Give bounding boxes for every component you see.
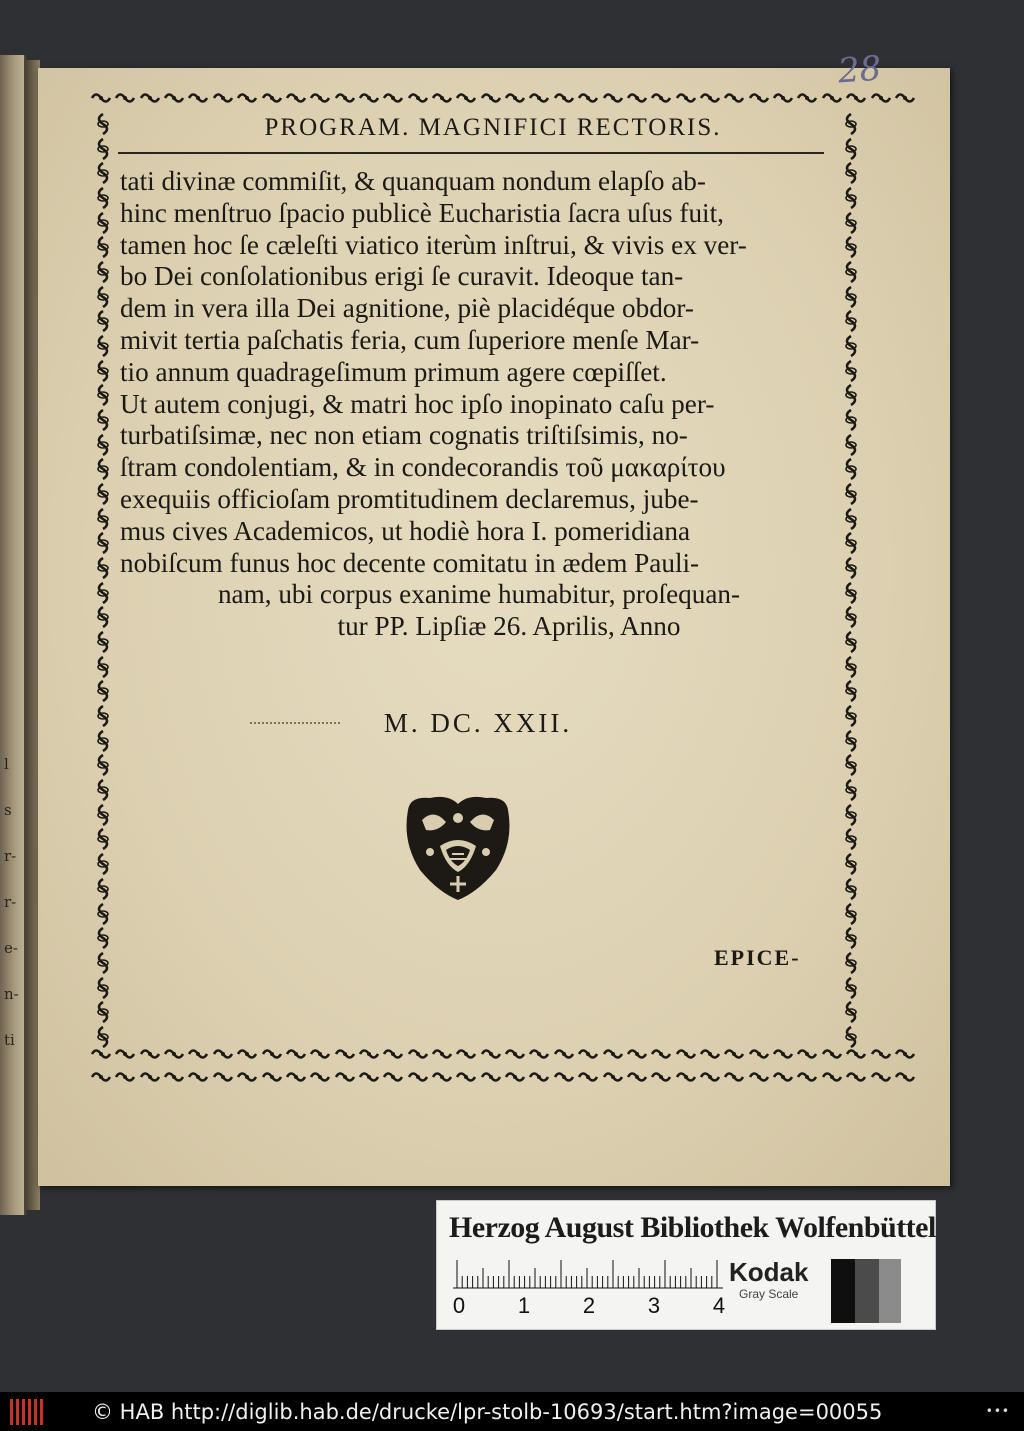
border-ornament [821, 90, 843, 106]
ornamental-border-left [90, 113, 116, 1048]
kodak-logo: Kodak [729, 1257, 809, 1287]
border-ornament [845, 1069, 867, 1085]
border-ornament [114, 1069, 136, 1085]
border-ornament [93, 384, 113, 406]
book-page [38, 68, 950, 1186]
body-line: dem in vera illa Dei agnitione, piè placidéque obdor- [120, 293, 694, 324]
border-ornament [93, 113, 113, 135]
border-ornament [212, 90, 234, 106]
swatch-mid-gray [879, 1259, 901, 1323]
body-line: exequiis officioſam promtitudinem declaremus, jube- [120, 483, 699, 514]
border-ornament [163, 1046, 185, 1062]
border-ornament [504, 90, 526, 106]
border-ornament [93, 680, 113, 702]
border-ornament [93, 286, 113, 308]
border-ornament [841, 1001, 861, 1023]
border-ornament [358, 1046, 380, 1062]
institution-name: Herzog August Bibliothek Wolfenbüttel [449, 1211, 936, 1244]
border-ornament [93, 532, 113, 554]
border-ornament [480, 90, 502, 106]
border-ornament [382, 1069, 404, 1085]
border-ornament [841, 952, 861, 974]
border-ornament [748, 1069, 770, 1085]
border-ornament [504, 1046, 526, 1062]
border-ornament [528, 1046, 550, 1062]
body-line: hinc menſtruo ſpacio publicè Eucharistia ſacra uſus fuit, [120, 197, 724, 228]
border-ornament [93, 582, 113, 604]
border-ornament [93, 483, 113, 505]
body-line: mus cives Academicos, ut hodiè hora I. pomeridiana [120, 515, 691, 546]
border-ornament [407, 90, 429, 106]
color-reference-card [436, 1200, 936, 1330]
border-ornament [236, 90, 258, 106]
border-ornament [93, 656, 113, 678]
border-ornament [699, 90, 721, 106]
footer-bar [0, 1392, 1024, 1431]
border-ornament [553, 90, 575, 106]
border-ornament [431, 1046, 453, 1062]
border-ornament [93, 730, 113, 752]
border-ornament [772, 90, 794, 106]
border-ornament [577, 1069, 599, 1085]
border-ornament [93, 360, 113, 382]
border-ornament [93, 1001, 113, 1023]
border-ornament [841, 730, 861, 752]
border-ornament [285, 1069, 307, 1085]
border-ornament [602, 90, 624, 106]
more-icon[interactable]: ••• [985, 1404, 1010, 1418]
body-line: tamen hoc ſe cæleſti viatico iterùm inſtrui, & vivis ex ver- [120, 229, 747, 260]
border-ornament [93, 705, 113, 727]
border-ornament [870, 1069, 892, 1085]
folio-number-handwritten: 28 [836, 48, 883, 92]
border-ornament [114, 90, 136, 106]
border-ornament [93, 261, 113, 283]
border-ornament [261, 90, 283, 106]
border-ornament [163, 1069, 185, 1085]
border-ornament [626, 90, 648, 106]
border-ornament [894, 1046, 916, 1062]
catchword: EPICE- [714, 945, 801, 970]
border-ornament [796, 1069, 818, 1085]
border-ornament [382, 1046, 404, 1062]
border-ornament [407, 1069, 429, 1085]
body-line: tati divinæ commiſit, & quanquam nondum elapſo ab- [120, 166, 706, 196]
border-ornament [577, 90, 599, 106]
border-ornament [841, 113, 861, 135]
border-ornament [309, 1069, 331, 1085]
body-line: mivit tertia paſchatis feria, cum ſuperiore menſe Mar- [120, 324, 700, 355]
border-ornament [455, 1046, 477, 1062]
border-ornament [187, 90, 209, 106]
date-line: M. DC. XXII. [383, 708, 573, 738]
border-ornament [139, 1046, 161, 1062]
ornamental-border-top [90, 85, 916, 111]
border-ornament [841, 1026, 861, 1048]
border-ornament [236, 1069, 258, 1085]
border-ornament [528, 90, 550, 106]
border-ornament [675, 90, 697, 106]
border-ornament [139, 90, 161, 106]
swatch-black [831, 1259, 855, 1323]
border-ornament [841, 779, 861, 801]
border-ornament [553, 1046, 575, 1062]
ruler-numbers [449, 1293, 729, 1319]
border-ornament [93, 779, 113, 801]
border-ornament [650, 90, 672, 106]
border-ornament [309, 1046, 331, 1062]
border-ornament [93, 804, 113, 826]
running-head: PROGRAM. MAGNIFICI RECTORIS. [264, 114, 722, 141]
border-ornament [93, 458, 113, 480]
border-ornament [90, 1046, 112, 1062]
body-line: bo Dei conſolationibus erigi ſe curavit. Ideoque tan- [120, 261, 684, 292]
border-ornament [93, 236, 113, 258]
edge-letter: l [4, 755, 9, 773]
border-ornament [841, 138, 861, 160]
border-ornament [699, 1046, 721, 1062]
border-ornament [285, 1046, 307, 1062]
border-ornament [93, 606, 113, 628]
border-ornament [748, 90, 770, 106]
border-ornament [334, 1069, 356, 1085]
border-ornament [480, 1046, 502, 1062]
border-ornament [93, 631, 113, 653]
border-ornament [504, 1069, 526, 1085]
border-ornament [90, 1069, 112, 1085]
body-line: nam, ubi corpus exanime humabitur, proſequan- [217, 579, 741, 610]
border-ornament [528, 1069, 550, 1085]
border-ornament [841, 705, 861, 727]
edge-letter: s [4, 801, 12, 819]
border-ornament [212, 1069, 234, 1085]
border-ornament [93, 557, 113, 579]
border-ornament [650, 1069, 672, 1085]
border-ornament [93, 903, 113, 925]
border-ornament [382, 90, 404, 106]
border-ornament [870, 1046, 892, 1062]
border-ornament [723, 90, 745, 106]
border-ornament [841, 853, 861, 875]
border-ornament [187, 1046, 209, 1062]
border-ornament [90, 90, 112, 106]
border-ornament [553, 1069, 575, 1085]
border-ornament [841, 977, 861, 999]
border-ornament [93, 1026, 113, 1048]
ornamental-border-bottom [90, 1046, 916, 1086]
border-ornament [187, 1069, 209, 1085]
border-ornament [723, 1046, 745, 1062]
border-ornament [841, 680, 861, 702]
border-ornament [650, 1046, 672, 1062]
border-ornament [626, 1046, 648, 1062]
border-ornament [93, 828, 113, 850]
border-ornament [309, 90, 331, 106]
border-ornament [93, 952, 113, 974]
border-ornament [841, 903, 861, 925]
body-line: Ut autem conjugi, & matri hoc ipſo inopinato caſu per- [120, 388, 715, 419]
body-line: ſtram condolentiam, & in condecorandis τοῦ μακαρίτου [120, 452, 726, 483]
border-ornament [93, 508, 113, 530]
edge-letter: ti [4, 1031, 15, 1049]
border-ornament [841, 754, 861, 776]
ruler-number: 4 [712, 1293, 726, 1318]
border-ornament [455, 90, 477, 106]
border-ornament [626, 1069, 648, 1085]
border-ornament [93, 138, 113, 160]
border-ornament [358, 90, 380, 106]
border-ornament [236, 1046, 258, 1062]
border-ornament [93, 977, 113, 999]
body-line: tio annum quadrageſimum primum agere cœpiſſet. [120, 356, 667, 387]
border-ornament [577, 1046, 599, 1062]
border-ornament [139, 1069, 161, 1085]
border-ornament [114, 1046, 136, 1062]
border-ornament [821, 1069, 843, 1085]
border-ornament [261, 1069, 283, 1085]
border-ornament [841, 927, 861, 949]
ruler-number: 1 [517, 1293, 531, 1318]
border-ornament [93, 878, 113, 900]
border-ornament [93, 162, 113, 184]
border-ornament [431, 1069, 453, 1085]
border-ornament [93, 187, 113, 209]
border-ornament [480, 1069, 502, 1085]
border-ornament [845, 90, 867, 106]
border-ornament [723, 1069, 745, 1085]
edge-letter: e- [4, 939, 18, 957]
border-ornament [870, 90, 892, 106]
border-ornament [334, 90, 356, 106]
border-ornament [93, 335, 113, 357]
border-ornament [93, 754, 113, 776]
border-ornament [455, 1069, 477, 1085]
scale-ruler [453, 1259, 723, 1289]
border-ornament [93, 409, 113, 431]
border-ornament [772, 1069, 794, 1085]
border-ornament [748, 1046, 770, 1062]
body-line: nobiſcum funus hoc decente comitatu in ædem Pauli- [120, 547, 700, 578]
edge-letter: n- [4, 985, 19, 1003]
border-ornament [285, 90, 307, 106]
body-line: tur PP. Lipſiæ 26. Aprilis, Anno [337, 611, 681, 642]
border-ornament [772, 1046, 794, 1062]
border-ornament [93, 212, 113, 234]
border-ornament [358, 1069, 380, 1085]
gray-scale-label: Gray Scale [739, 1287, 799, 1301]
border-ornament [602, 1046, 624, 1062]
header-rule [118, 152, 824, 154]
body-text [120, 166, 858, 643]
previous-page-edge [0, 55, 26, 1215]
border-ornament [841, 828, 861, 850]
ruler-number: 2 [582, 1293, 596, 1318]
border-ornament [841, 878, 861, 900]
ruler-number: 0 [452, 1293, 466, 1318]
footer-caption[interactable]: © HAB http://diglib.hab.de/drucke/lpr-stolb-10693/start.htm?image=00055 [92, 1399, 883, 1424]
border-ornament [334, 1046, 356, 1062]
border-ornament [163, 90, 185, 106]
printers-device-ornament [400, 792, 516, 902]
body-line: turbatiſsimæ, nec non etiam cognatis triſtiſsimis, no- [120, 420, 688, 451]
border-ornament [93, 310, 113, 332]
border-ornament [796, 1046, 818, 1062]
border-ornament [845, 1046, 867, 1062]
border-ornament [212, 1046, 234, 1062]
edge-letter: r- [4, 893, 17, 911]
border-ornament [841, 656, 861, 678]
border-ornament [261, 1046, 283, 1062]
border-ornament [841, 804, 861, 826]
border-ornament [93, 853, 113, 875]
border-ornament [675, 1069, 697, 1085]
border-ornament [821, 1046, 843, 1062]
border-ornament [675, 1046, 697, 1062]
border-ornament [796, 90, 818, 106]
ruler-number: 3 [647, 1293, 661, 1318]
hab-logo-icon [10, 1399, 50, 1425]
border-ornament [93, 434, 113, 456]
border-ornament [93, 927, 113, 949]
border-ornament [602, 1069, 624, 1085]
border-ornament [407, 1046, 429, 1062]
border-ornament [431, 90, 453, 106]
border-ornament [699, 1069, 721, 1085]
swatch-dark-gray [855, 1259, 879, 1323]
border-ornament [894, 1069, 916, 1085]
border-ornament [894, 90, 916, 106]
edge-letter: r- [4, 847, 17, 865]
